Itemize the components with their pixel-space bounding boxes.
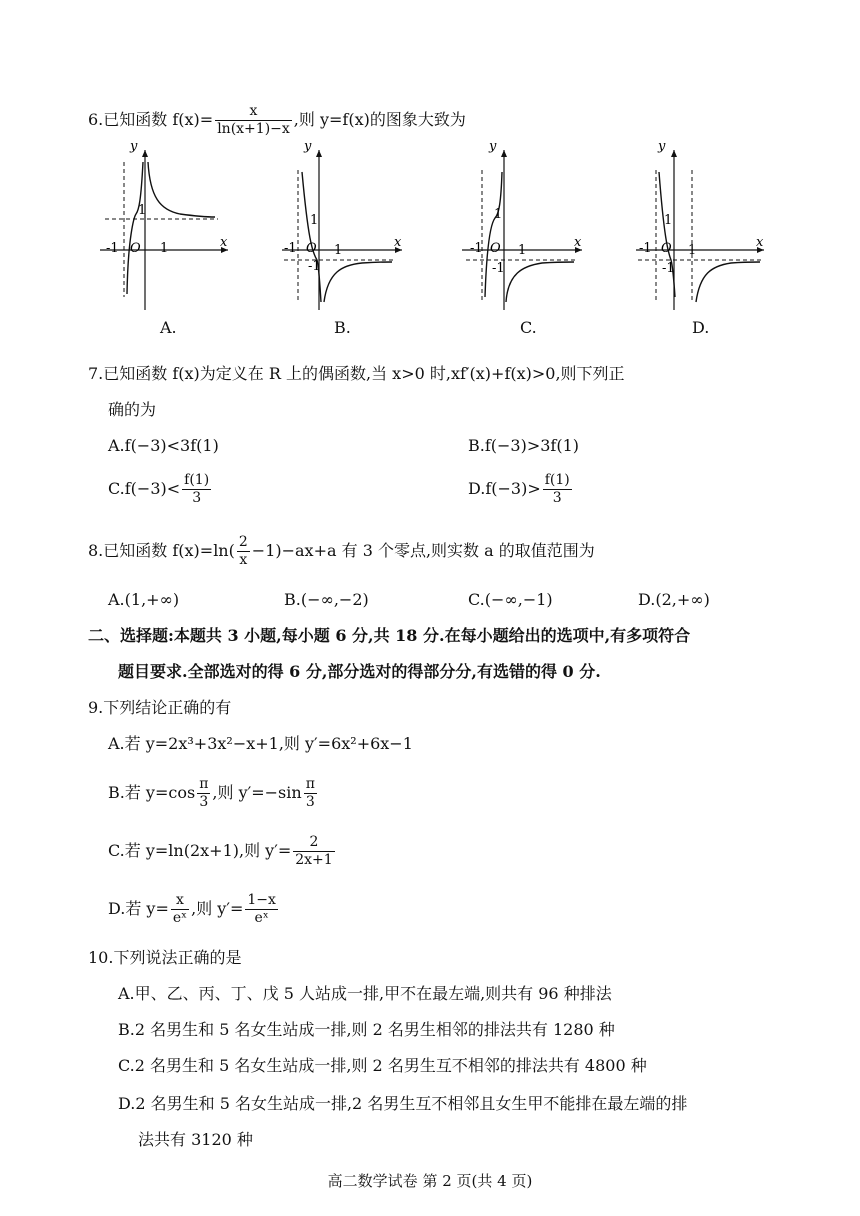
q9-d-frac2: $\frac{1-x}{\text{eˣ}}$	[247, 892, 276, 926]
graph-b	[282, 139, 452, 310]
graph-c-svg	[462, 139, 632, 310]
svg-text:-1: -1	[308, 259, 321, 274]
q7-line2: 确的为	[108, 400, 157, 419]
q7-option-c	[108, 472, 213, 507]
q6-stem	[88, 103, 466, 138]
q9-c-frac: $\frac{2}{2x+1}$	[295, 834, 333, 868]
graph-b-svg	[282, 139, 452, 310]
svg-text:y: y	[304, 139, 312, 154]
graph-d	[636, 139, 806, 310]
svg-text:-1: -1	[662, 261, 675, 276]
graph-a-x-label: x	[220, 235, 228, 250]
svg-text:1: 1	[688, 243, 697, 258]
svg-text:-1: -1	[284, 241, 297, 256]
q10-option-a: A.甲、乙、丙、丁、戊 5 人站成一排,甲不在最左端,则共有 96 种排法	[118, 984, 612, 1003]
section2-line1: 二、选择题:本题共 3 小题,每小题 6 分,共 18 分.在每小题给出的选项中,有多项符合	[88, 626, 691, 645]
option-a-label: A.	[160, 318, 177, 337]
q7-option-a: A.f(−3)<3f(1)	[108, 436, 219, 455]
q10-stem: 10.下列说法正确的是	[88, 948, 242, 967]
q8-stem: 8.已知函数 f(x)=ln( $\frac{2}{x}$ −1)−ax+a 有 3 个零点,则实数 a 的取值范围为	[88, 534, 595, 568]
q6-prefix: 6.已知函数 f(x)=	[88, 110, 214, 129]
q7-option-b: B.f(−3)>3f(1)	[468, 436, 580, 455]
svg-text:-1: -1	[492, 261, 505, 276]
q7-c-pre: C.f(−3)<	[108, 479, 181, 498]
q9-option-d: D.若 y= $\frac{x}{\text{eˣ}}$ ,则 y′= $\frac{1-x}{\text{eˣ}}$	[108, 892, 276, 926]
svg-text:y: y	[658, 139, 666, 154]
graph-a-origin: O	[130, 241, 141, 256]
q8-option-b: B.(−∞,−2)	[284, 590, 369, 609]
svg-text:1: 1	[518, 243, 527, 258]
option-b-label: B.	[334, 318, 351, 337]
graph-a-svg	[100, 139, 270, 310]
q8-option-d: D.(2,+∞)	[638, 590, 710, 609]
q9-option-c: C.若 y=ln(2x+1),则 y′= $\frac{2}{2x+1}$	[108, 834, 333, 868]
q9-b-frac2: $\frac{\pi}{3}$	[305, 776, 315, 810]
q8-frac: $\frac{2}{x}$	[238, 534, 248, 568]
q8-option-a: A.(1,+∞)	[108, 590, 180, 609]
q9-stem: 9.下列结论正确的有	[88, 698, 232, 717]
q7-line1: 7.已知函数 f(x)为定义在 R 上的偶函数,当 x>0 时,xf′(x)+f(x)>0,则下列正	[88, 364, 625, 383]
graph-a-one-y: 1	[138, 203, 147, 218]
q10-option-d-line2: 法共有 3120 种	[138, 1130, 253, 1149]
section2-line2: 题目要求.全部选对的得 6 分,部分选对的得部分分,有选错的得 0 分.	[118, 662, 601, 681]
graph-a-one-x: 1	[160, 241, 169, 256]
q10-option-c: C.2 名男生和 5 名女生站成一排,则 2 名男生互不相邻的排法共有 4800 种	[118, 1056, 647, 1075]
svg-text:x: x	[394, 235, 402, 250]
q8-option-c: C.(−∞,−1)	[468, 590, 553, 609]
q6-suffix: ,则 y=f(x)的图象大致为	[293, 110, 466, 129]
q6-frac-den: ln(x+1)−x	[217, 121, 290, 137]
q9-b-frac1: $\frac{\pi}{3}$	[199, 776, 209, 810]
svg-text:x: x	[574, 235, 582, 250]
svg-text:O: O	[661, 241, 672, 256]
svg-text:y: y	[489, 139, 497, 154]
option-c-label: C.	[520, 318, 537, 337]
q7-d-frac: $\frac{f(1)}{3}$	[544, 472, 570, 506]
q6-frac-num: x	[215, 103, 292, 121]
svg-text:1: 1	[494, 207, 503, 222]
q7-d-pre: D.f(−3)>	[468, 479, 541, 498]
q10-option-d-line1: D.2 名男生和 5 名女生站成一排,2 名男生互不相邻且女生甲不能排在最左端的排	[118, 1094, 688, 1113]
graph-c	[462, 139, 632, 310]
svg-text:x: x	[756, 235, 764, 250]
svg-text:-1: -1	[470, 241, 483, 256]
q9-option-a: A.若 y=2x³+3x²−x+1,则 y′=6x²+6x−1	[108, 734, 413, 753]
graph-a-curve-right	[148, 162, 215, 217]
graph-a-curve-left	[127, 162, 143, 294]
svg-text:-1: -1	[639, 241, 652, 256]
q6-fraction	[215, 103, 292, 138]
graph-a-y-arrow	[142, 150, 148, 157]
q9-option-b: B.若 y=cos $\frac{\pi}{3}$ ,则 y′=−sin $\frac{\pi}{3}$	[108, 776, 315, 810]
svg-text:1: 1	[310, 213, 319, 228]
svg-text:1: 1	[664, 213, 673, 228]
q10-option-b: B.2 名男生和 5 名女生站成一排,则 2 名男生相邻的排法共有 1280 种	[118, 1020, 615, 1039]
page-footer: 高二数学试卷 第 2 页(共 4 页)	[327, 1172, 533, 1190]
graph-a-neg1: -1	[106, 241, 119, 256]
svg-text:1: 1	[334, 243, 343, 258]
svg-text:O: O	[306, 241, 317, 256]
graph-a	[100, 139, 270, 310]
graph-d-svg	[636, 139, 806, 310]
q7-c-frac: $\frac{f(1)}{3}$	[184, 472, 210, 506]
q7-option-d	[468, 472, 574, 507]
graph-a-y-label: y	[130, 139, 138, 154]
svg-text:O: O	[490, 241, 501, 256]
option-d-label: D.	[692, 318, 710, 337]
q9-d-frac1: $\frac{x}{\text{eˣ}}$	[172, 892, 188, 926]
